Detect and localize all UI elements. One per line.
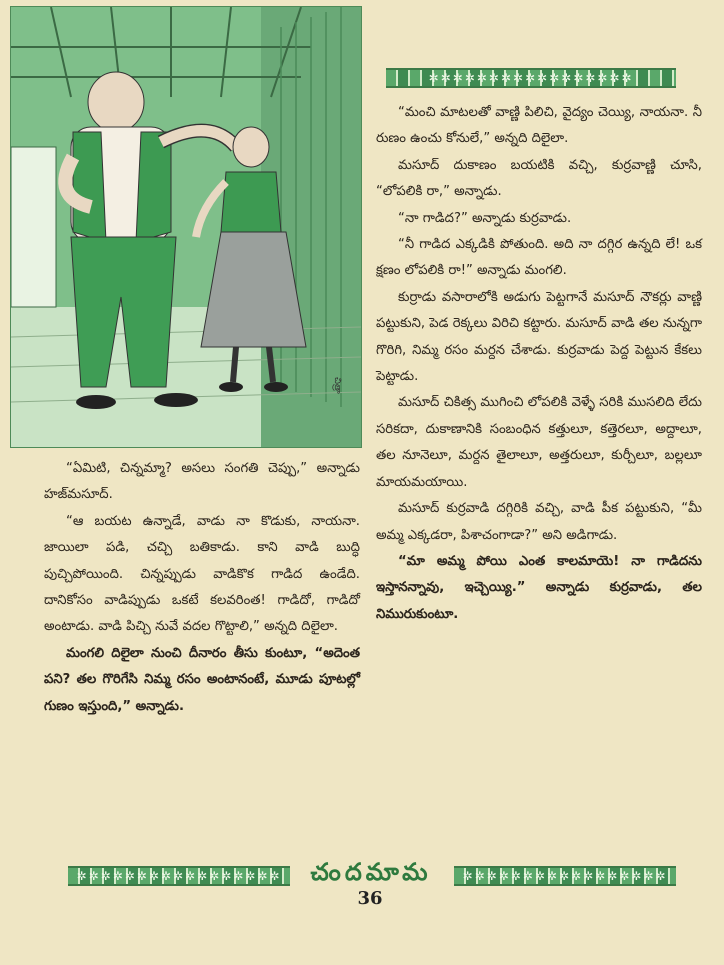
paragraph: మసూద్ చికిత్స ముగించి లోపలికి వెళ్ళే సరికి ముసలిది లేదు సరికదా, దుకాణానికి సంబంధిన కత్తులూ, కత్తెరలూ, అద్దాలూ, తల నూనెలూ, మర్దన తైలాలూ, అత్తరులూ, కుర్చీలూ, బల్లలూ మాయమయాయి. xyxy=(376,395,702,490)
paragraph: కుర్రాడు వసారాలోకి అడుగు పెట్టగానే మసూద్ నౌకర్లు వాణ్ణి పట్టుకుని, పెడ రెక్కలు విరిచి కట్టారు. మసూద్ వాడి తల నున్నగా గొరిగి, నిమ్మ రసం మర్దన చేశాడు. కుర్రవాడు పెద్ద పెట్టున కేకలు పెట్టాడు. xyxy=(376,289,702,385)
paragraph: “నీ గాడిద ఎక్కడికి పోతుంది. అది నా దగ్గిర ఉన్నది లే! ఒక క్షణం లోపలికి రా!” అన్నాడు మంగలి. xyxy=(376,237,702,279)
story-illustration xyxy=(10,6,362,448)
paragraph: “ఏమిటి, చిన్నమ్మా? అసలు సంగతి చెప్పు,” అన్నాడు హజ్‌మసూద్. xyxy=(44,461,360,503)
paragraph: మసూద్ దుకాణం బయటికి వచ్చి, కుర్రవాణ్ణి చూసి, “లోపలికి రా,” అన్నాడు. xyxy=(376,157,702,200)
paragraph: మసూద్ కుర్రవాడి దగ్గిరికి వచ్చి, వాడి పీక పట్టుకుని, “మీ అమ్మ ఎక్కడరా, పిశాచంగాడా?” అని అడిగాడు. xyxy=(376,501,702,543)
top-ornament xyxy=(386,68,676,88)
ornament-pattern: ✲✲✲✲✲✲✲✲✲✲✲✲✲✲✲✲✲ xyxy=(428,71,634,85)
paragraph: “నా గాడిద?” అన్నాడు కుర్రవాడు. xyxy=(398,210,572,226)
illustration-drawing xyxy=(11,7,361,447)
footer-ornament-left xyxy=(68,866,290,886)
artist-signature: చిత్రా xyxy=(332,377,342,394)
paragraph: మంగలి దిలైలా నుంచి దీనారం తీసు కుంటూ, “అదెంత పని? తల గొరిగేసి నిమ్మ రసం అంటానంటే, మూడు పూటల్లో గుణం ఇస్తుంది,” అన్నాడు. xyxy=(44,645,360,714)
right-column xyxy=(376,100,702,628)
page-number: 36 xyxy=(357,888,383,909)
magazine-title: చందమామ xyxy=(310,858,432,886)
footer-ornament-right xyxy=(454,866,676,886)
ornament-pattern: ✲✲✲✲✲✲✲✲✲✲✲✲✲✲✲✲✲ xyxy=(462,869,668,883)
paragraph: “మా అమ్మ పోయి ఎంత కాలమాయె! నా గాడిదను ఇస్తానన్నావు, ఇచ్చెయ్యి.” అన్నాడు కుర్రవాడు, తల నిమురుకుంటూ. xyxy=(376,553,702,622)
ornament-pattern: ✲✲✲✲✲✲✲✲✲✲✲✲✲✲✲✲✲ xyxy=(76,869,282,883)
paragraph: “మంచి మాటలతో వాణ్ణి పిలిచి, వైద్యం చెయ్యి, నాయనా. నీ రుణం ఉంచు కోనులే,” అన్నది దిలైలా. xyxy=(376,105,702,147)
paragraph: “ఆ బయట ఉన్నాడే, వాడు నా కొడుకు, నాయనా. జాయిలా పడి, చచ్చి బతికాడు. కాని వాడి బుద్ధి పుచ్చిపోయింది. చిన్నప్పుడు వాడికొక గాడిద ఉండేది. దానికోసం వాడిప్పుడు ఒకటే కలవరింత! గాడిదో, గాడిదో అంటాడు. వాడి పిచ్చి నువే వదల గొట్టాలి,” అన్నది దిలైలా. xyxy=(44,513,360,635)
left-column xyxy=(44,456,360,720)
